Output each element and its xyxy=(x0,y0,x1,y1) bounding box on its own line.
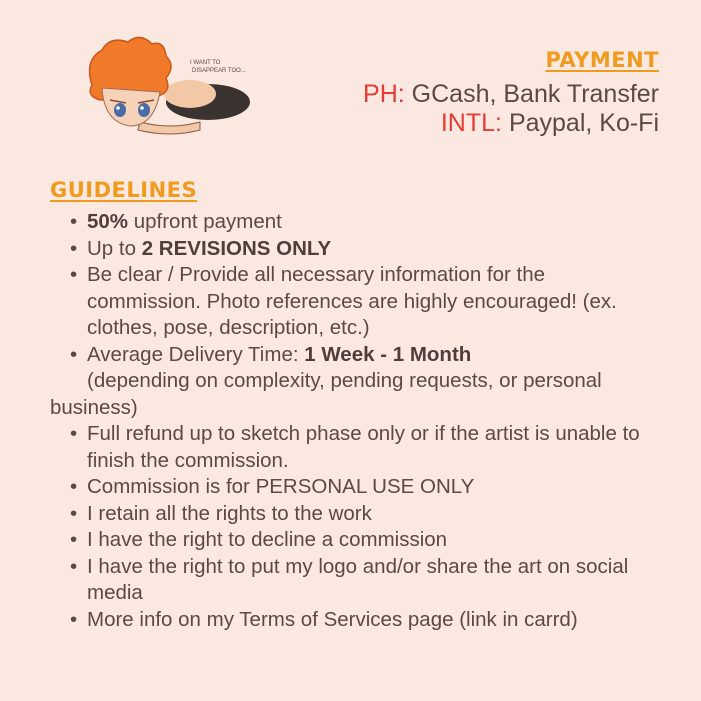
list-item: • I have the right to decline a commission xyxy=(50,527,670,554)
list-item: • More info on my Terms of Services page (link in carrd) xyxy=(50,607,670,634)
svg-text:DISAPPEAR TOO...: DISAPPEAR TOO... xyxy=(192,68,246,74)
payment-heading: PAYMENT xyxy=(545,48,659,72)
speech-text: I WANT TO xyxy=(190,60,221,66)
chibi-face xyxy=(102,88,160,126)
list-item: • I retain all the rights to the work xyxy=(50,501,670,528)
payment-intl-line xyxy=(441,109,659,138)
payment-intl-label: INTL: xyxy=(440,109,502,137)
upfront-percent: 50% xyxy=(87,210,129,233)
list-item: • I have the right to put my logo and/or share the art on social media xyxy=(50,554,670,607)
delivery-time: 1 Week - 1 Month xyxy=(304,342,472,366)
chibi-illustration xyxy=(80,30,260,145)
list-item: • Commission is for PERSONAL USE ONLY xyxy=(50,474,670,501)
list-item: • Average Delivery Time: 1 Week - 1 Month xyxy=(50,342,670,369)
list-item: • Full refund up to sketch phase only or if the artist is unable to finish the commission. xyxy=(50,421,670,474)
guidelines-list xyxy=(50,209,670,633)
list-item: • Up to 2 REVISIONS ONLY xyxy=(50,236,670,263)
payment-ph-line xyxy=(363,80,659,109)
guidelines-heading: GUIDELINES xyxy=(50,178,198,202)
delivery-note-cont: business) xyxy=(50,395,138,419)
list-item: • Be clear / Provide all necessary information for the commission. Photo references are highly encouraged! (ex. clothes, pose, description, etc.) xyxy=(50,262,670,342)
payment-ph-label: PH: xyxy=(363,80,405,108)
payment-ph-value: GCash, Bank Transfer xyxy=(411,80,659,108)
delivery-note: (depending on complexity, pending requests, or personal xyxy=(87,369,602,392)
revisions-limit: 2 REVISIONS ONLY xyxy=(141,236,332,260)
payment-intl-value: Paypal, Ko-Fi xyxy=(508,109,659,137)
list-item: • 50% upfront payment xyxy=(50,209,670,236)
